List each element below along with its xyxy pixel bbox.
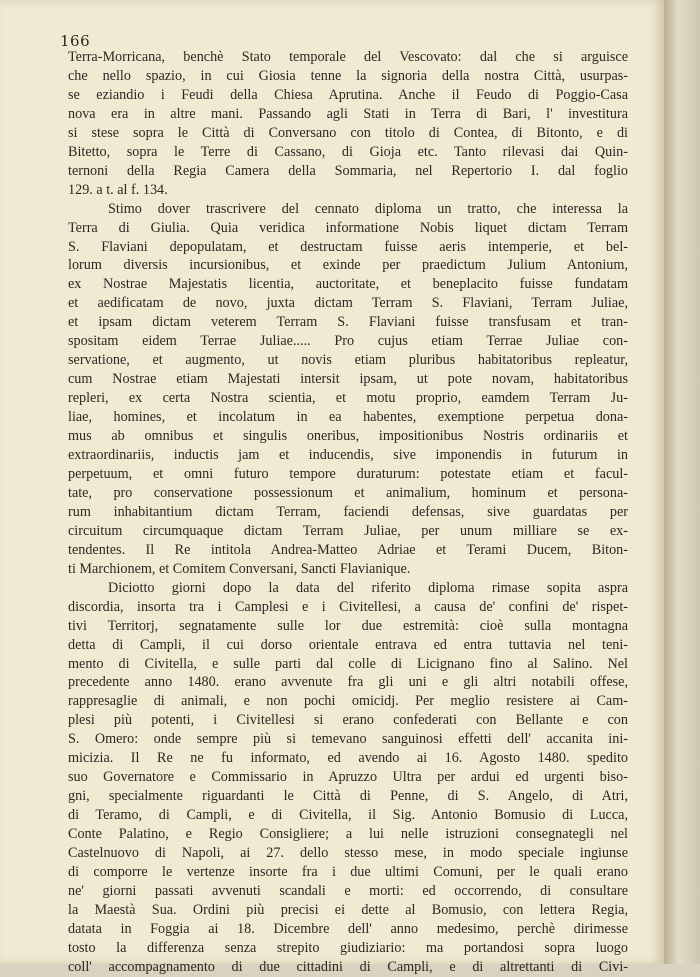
- text-line: tendentes. Il Re intitola Andrea-Matteo Adriae et Terami Ducem, Biton-: [68, 541, 628, 558]
- text-line: S. Omero: onde sempre più si temevano sanguinosi effetti dell' accanita ini-: [68, 731, 628, 748]
- text-line: Castelnuovo di Napoli, ai 27. dello stesso mese, in modo speciale ingiunse: [68, 845, 628, 862]
- text-line: discordia, insorta tra i Camplesi e i Civitellesi, a causa de' confini de' rispet-: [68, 598, 628, 615]
- text-line: ti Marchionem, et Comitem Conversani, Sancti Flavianique.: [68, 560, 411, 577]
- page-body-text: [68, 48, 628, 977]
- text-line: se eziandio i Feudi della Chiesa Aprutina. Anche il Feudo di Poggio-Casa: [68, 86, 628, 103]
- text-line: tate, pro conservatione possessionum et animalium, hominum et persona-: [68, 484, 628, 501]
- text-line: mento di Civitella, e sulle parti dal colle di Licignano fino al Salino. Nel: [68, 655, 628, 672]
- text-line: Terra-Morricana, benchè Stato temporale del Vescovato: dal che si arguisce: [68, 49, 628, 65]
- text-line: tivi Territorj, segnatamente sulle lor due estremità: cioè sulla montagna: [68, 617, 628, 634]
- text-line: ternoni della Regia Camera della Sommaria, nel Repertorio I. dal foglio: [68, 162, 628, 179]
- text-line: 129. a t. al f. 134.: [68, 181, 168, 198]
- text-line: suo Governatore e Commissario in Apruzzo Ultra per ardui ed urgenti biso-: [68, 769, 628, 786]
- text-line: la Maestà Sua. Ordini più precisi ei dette al Bomusio, con lettera Regia,: [68, 901, 628, 918]
- text-line: S. Flaviani depopulatam, et destructam fuisse aeris intemperie, et bel-: [68, 238, 628, 255]
- text-line: coll' accompagnamento di due cittadini di Campli, e di altrettanti di Civi-: [68, 958, 628, 975]
- text-line: cum Nostrae etiam Majestati intersit ipsam, ut pote novam, habitatoribus: [68, 371, 628, 388]
- text-line: gni, specialmente riguardanti le Città di Penne, di S. Angelo, di Atri,: [68, 788, 628, 805]
- text-line: ex Nostrae Majestatis licentia, auctoritate, et beneplacito fuisse fundatam: [68, 276, 628, 293]
- text-line: rum inhabitantium dictam Terram, faciendi defensas, sive guardatas per: [68, 503, 628, 520]
- text-line: detta di Campli, il cui dorso orientale entrava ed entra tuttavia nel teni-: [68, 636, 628, 653]
- text-line: di Teramo, di Campli, e di Civitella, il Sig. Antonio Bomusio di Lucca,: [68, 807, 628, 824]
- text-line: tosto la differenza senza strepito giudiziario: ma portandosi sopra luogo: [68, 939, 628, 956]
- text-line: circuitum circumquaque dictam Terram Juliae, per unum milliare se ex-: [68, 522, 628, 539]
- text-line: micizia. Il Re ne fu informato, ed avendo ai 16. Agosto 1480. spedito: [68, 750, 628, 767]
- text-line: mus ab omnibus et singulis oneribus, impositionibus Nostris ordinariis et: [68, 428, 628, 445]
- text-line: extraordinariis, inductis jam et inducendis, sive imponendis in futurum in: [68, 447, 628, 464]
- text-line: servatione, et augmento, ut novis etiam pluribus habitatoribus repleatur,: [68, 352, 628, 369]
- text-line: precedente anno 1480. erano avvenute fra gli uni e gli altri notabili offese,: [68, 674, 628, 691]
- page-number: 166: [60, 32, 91, 50]
- text-line: spositam eidem Terrae Juliae..... Pro cujus etiam Terrae Juliae con-: [68, 333, 628, 350]
- text-line: perpetuum, et omni futuro tempore duraturum: potestate etiam et facul-: [68, 465, 628, 482]
- text-line: Conte Palatino, e Regio Consigliere; a lui nelle istruzioni consegnategli nel: [68, 826, 628, 843]
- text-line: Stimo dover trascrivere del cennato diploma un tratto, che interessa la: [108, 200, 628, 217]
- text-line: liae, homines, et incolatum in ea habentes, exemptione perpetua dona-: [68, 409, 628, 426]
- text-line: rappresaglie di animali, e non pochi omicidj. Per meglio resistere ai Cam-: [68, 693, 628, 710]
- text-line: ne' giorni passati avvenuti scandali e morti: ed occorrendo, di consultare: [68, 882, 628, 899]
- text-line: di comporre le vertenze insorte fra i due ultimi Comuni, per le quali erano: [68, 863, 628, 880]
- page-edge: [664, 0, 700, 964]
- text-line: plesi più potenti, i Civitellesi si erano confederati con Bellante e con: [68, 712, 628, 729]
- text-line: et ipsam dictam veterem Terram S. Flaviani fuisse transfusam et tran-: [68, 314, 628, 331]
- text-line: Bitetto, sopra le Terre di Cassano, di Gioja etc. Tanto rilevasi dai Quin-: [68, 143, 628, 160]
- text-line: lorum diversis incursionibus, et exinde per praedictum Julium Antonium,: [68, 257, 628, 274]
- text-line: Terra di Giulia. Quia veridica informatione Nobis liquet dictam Terram: [68, 219, 628, 236]
- text-line: datata in Foggia ai 18. Dicembre dell' anno medesimo, perchè dirimesse: [68, 920, 628, 937]
- text-line: Diciotto giorni dopo la data del riferito diploma rimase sopita aspra: [108, 579, 628, 596]
- text-line: repleri, ex certa Nostra scientia, et motu proprio, eamdem Terram Ju-: [68, 390, 628, 407]
- text-line: si stese sopra le Città di Conversano con titolo di Contea, di Bitonto, e di: [68, 124, 628, 141]
- text-line: nova era in altre mani. Passando agli Stati in Terra di Bari, l' investitura: [68, 105, 628, 122]
- text-line: che nello spazio, in cui Giosia tenne la signoria della nostra Città, usurpas-: [68, 67, 628, 84]
- text-line: et aedificatam de novo, juxta dictam Terram S. Flaviani, Terram Juliae,: [68, 295, 628, 312]
